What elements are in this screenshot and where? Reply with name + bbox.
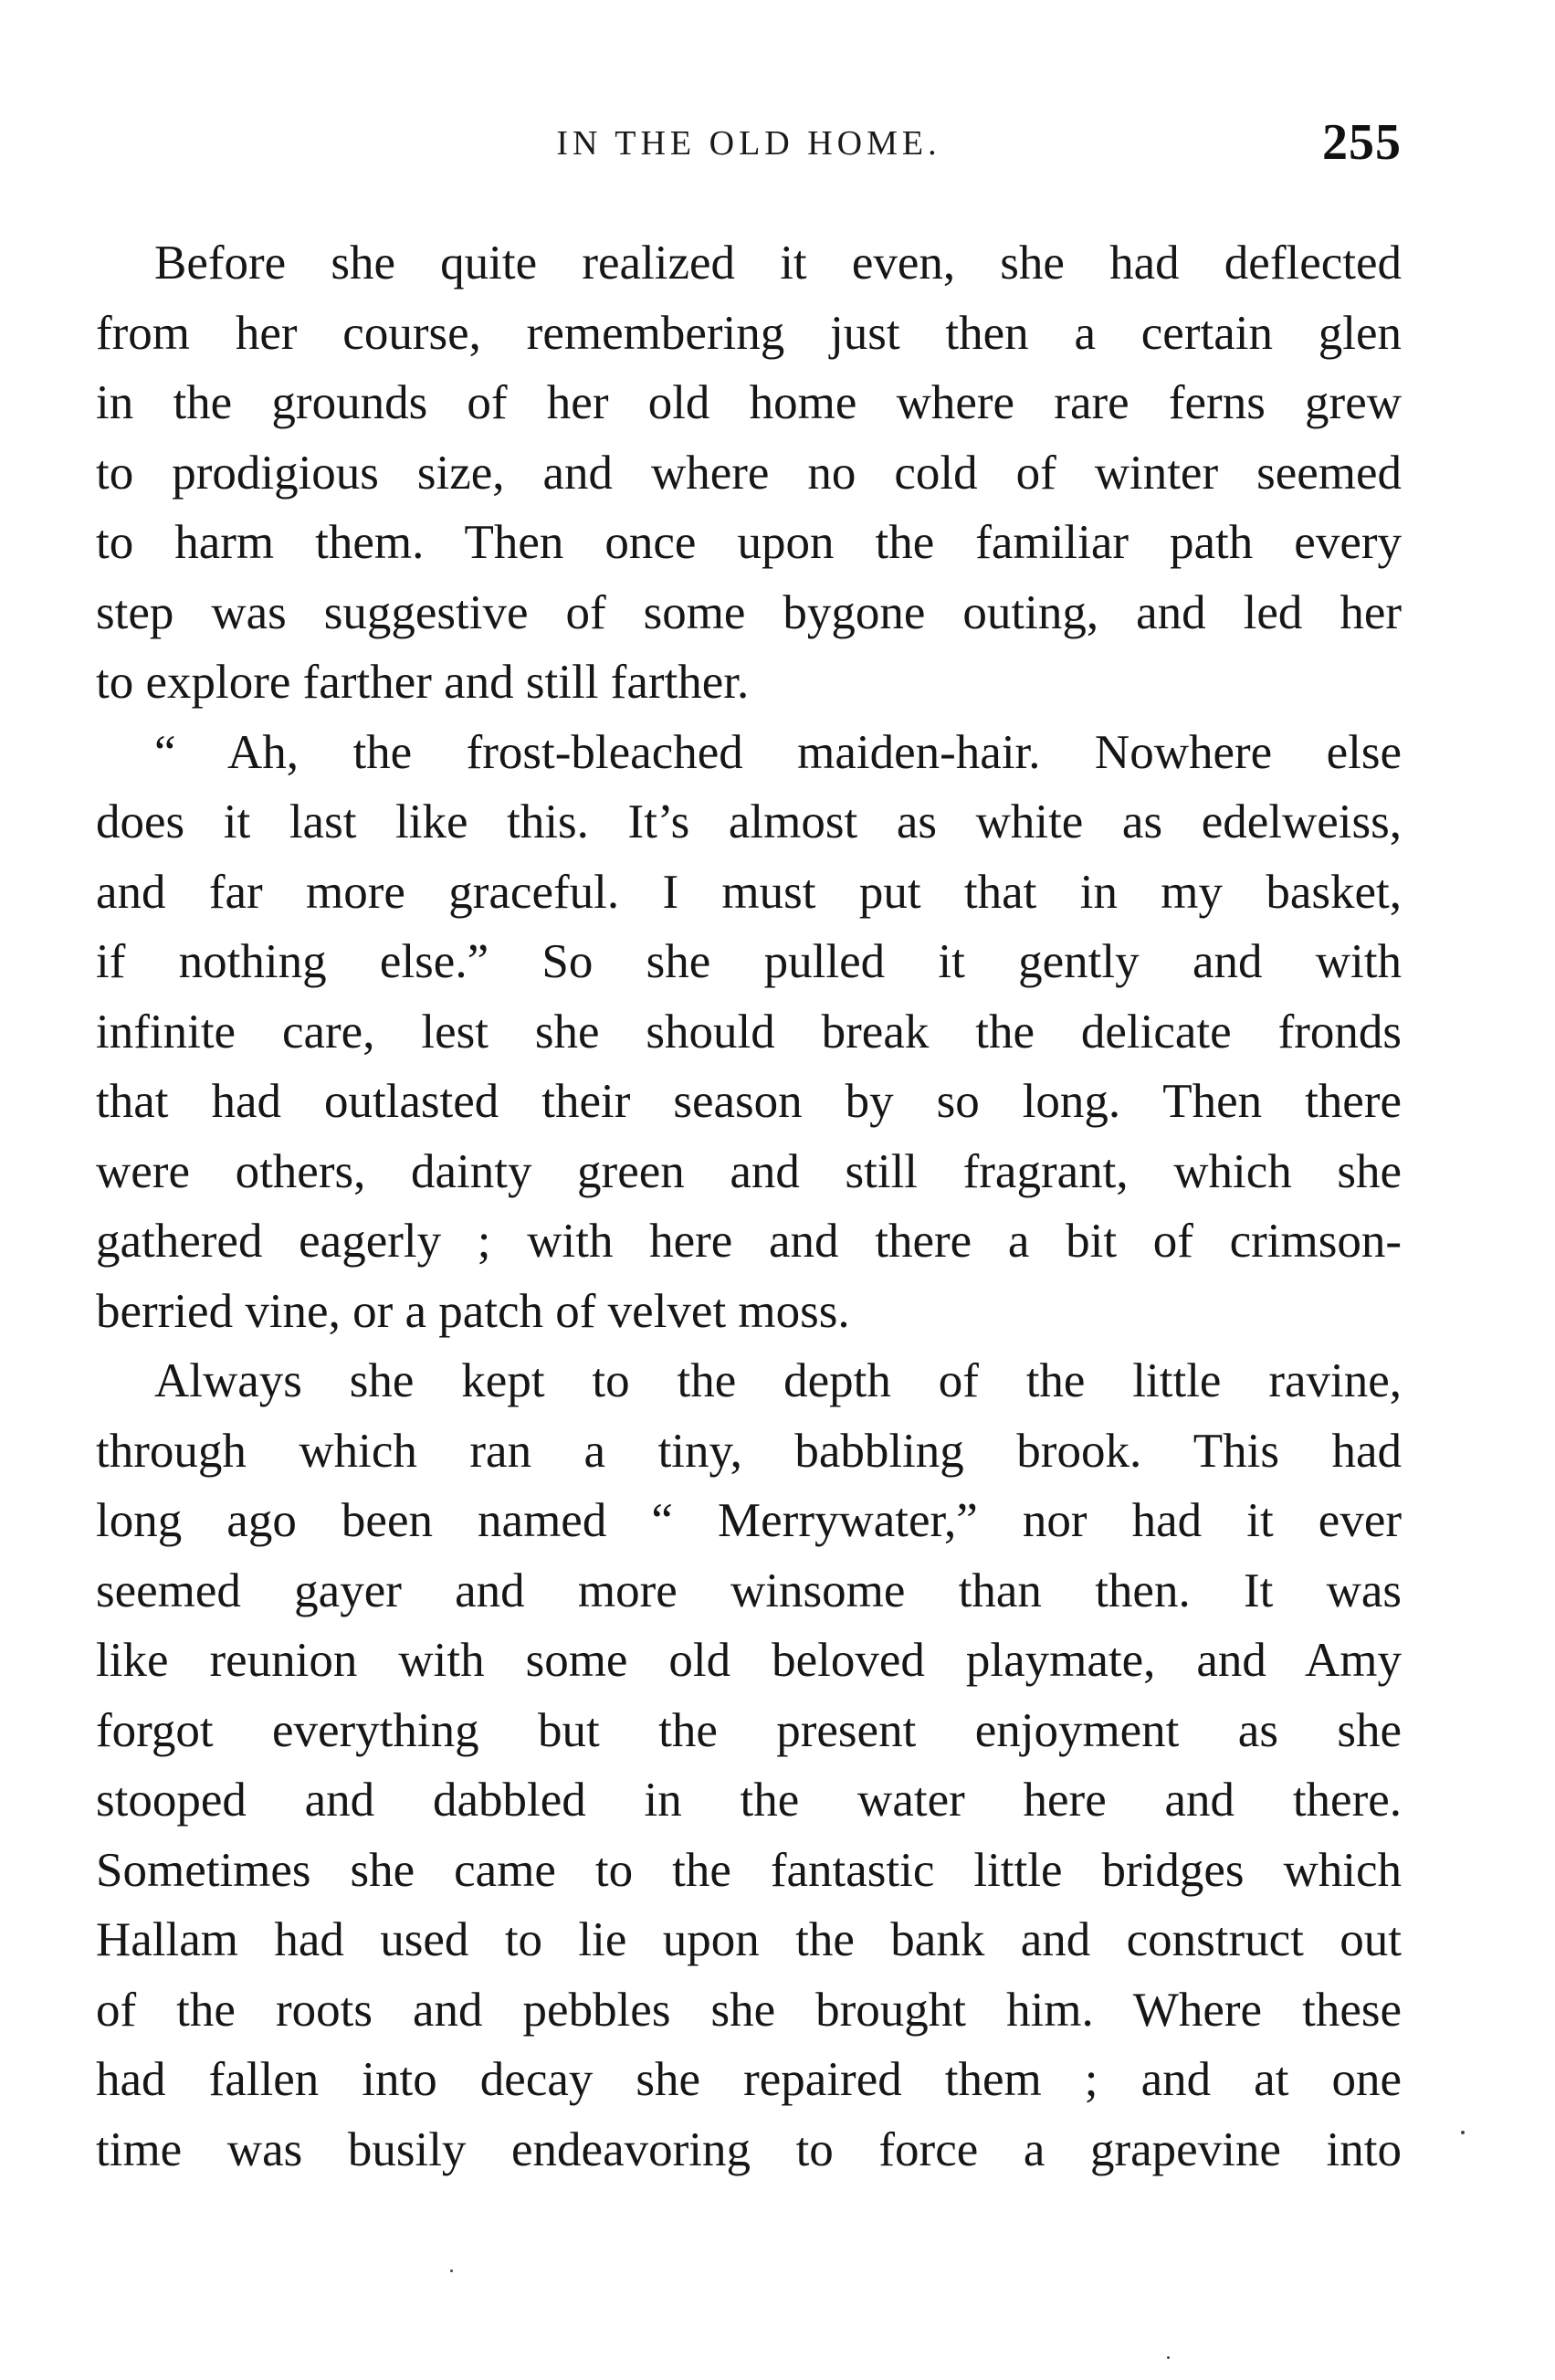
running-header — [96, 114, 1402, 172]
paragraph-2-line-8: gathered eagerly ; with here and there a bit of crimson- — [96, 1215, 1402, 1268]
page-number: 255 — [1322, 114, 1402, 171]
paragraph-2-line-9: berried vine, or a patch of velvet moss. — [96, 1284, 850, 1338]
paragraph-2-line-1: “ Ah, the frost-bleached maiden-hair. Nowhere else — [154, 725, 1402, 779]
paragraph-2-line-2: does it last like this. It’s almost as white as edelweiss, — [96, 795, 1402, 848]
paragraph-2-line-5: infinite care, lest she should break the delicate fronds — [96, 1005, 1402, 1058]
paragraph-3-line-11: had fallen into decay she repaired them ; and at one — [96, 2053, 1402, 2106]
paragraph-3-line-9: Hallam had used to lie upon the bank and construct out — [96, 1913, 1402, 1966]
paragraph-3-line-5: like reunion with some old beloved playmate, and Amy — [96, 1634, 1402, 1687]
paragraph-3-line-2: through which ran a tiny, babbling brook. This had — [96, 1424, 1402, 1478]
paragraph-3-line-4: seemed gayer and more winsome than then. It was — [96, 1564, 1402, 1617]
paragraph-3-line-6: forgot everything but the present enjoyment as she — [96, 1703, 1402, 1757]
paragraph-3-line-7: stooped and dabbled in the water here and there. — [96, 1774, 1402, 1827]
paragraph-3-line-1: Always she kept to the depth of the little ravine, — [154, 1354, 1402, 1407]
paragraph-2-line-6: that had outlasted their season by so long. Then there — [96, 1075, 1402, 1128]
paragraph-2-line-3: and far more graceful. I must put that in my basket, — [96, 865, 1402, 919]
paragraph-2-line-7: were others, dainty green and still fragrant, which she — [96, 1144, 1402, 1198]
paragraph-1-line-6: step was suggestive of some bygone outing, and led her — [96, 585, 1402, 639]
paragraph-2-line-4: if nothing else.” So she pulled it gently and with — [96, 935, 1402, 988]
ink-speck — [1167, 2356, 1170, 2359]
paragraph-1-line-4: to prodigious size, and where no cold of winter seemed — [96, 446, 1402, 500]
ink-speck — [1461, 2131, 1465, 2134]
paragraph-3-line-3: long ago been named “ Merrywater,” nor had it ever — [96, 1494, 1402, 1547]
paragraph-1-line-2: from her course, remembering just then a certain glen — [96, 306, 1402, 360]
paragraph-3-line-12: time was busily endeavoring to force a grapevine into — [96, 2122, 1402, 2176]
paragraph-1-line-3: in the grounds of her old home where rare ferns grew — [96, 376, 1402, 429]
body-text — [96, 228, 1402, 2185]
paragraph-1-line-1: Before she quite realized it even, she had deflected — [154, 237, 1402, 290]
paragraph-3-line-8: Sometimes she came to the fantastic little bridges which — [96, 1843, 1402, 1897]
running-title: IN THE OLD HOME. — [556, 124, 941, 163]
paragraph-1-line-7: to explore farther and still farther. — [96, 656, 750, 709]
ink-speck — [450, 2269, 453, 2272]
paragraph-1-line-5: to harm them. Then once upon the familiar path every — [96, 516, 1402, 569]
paragraph-3-line-10: of the roots and pebbles she brought him. Where these — [96, 1983, 1402, 2037]
